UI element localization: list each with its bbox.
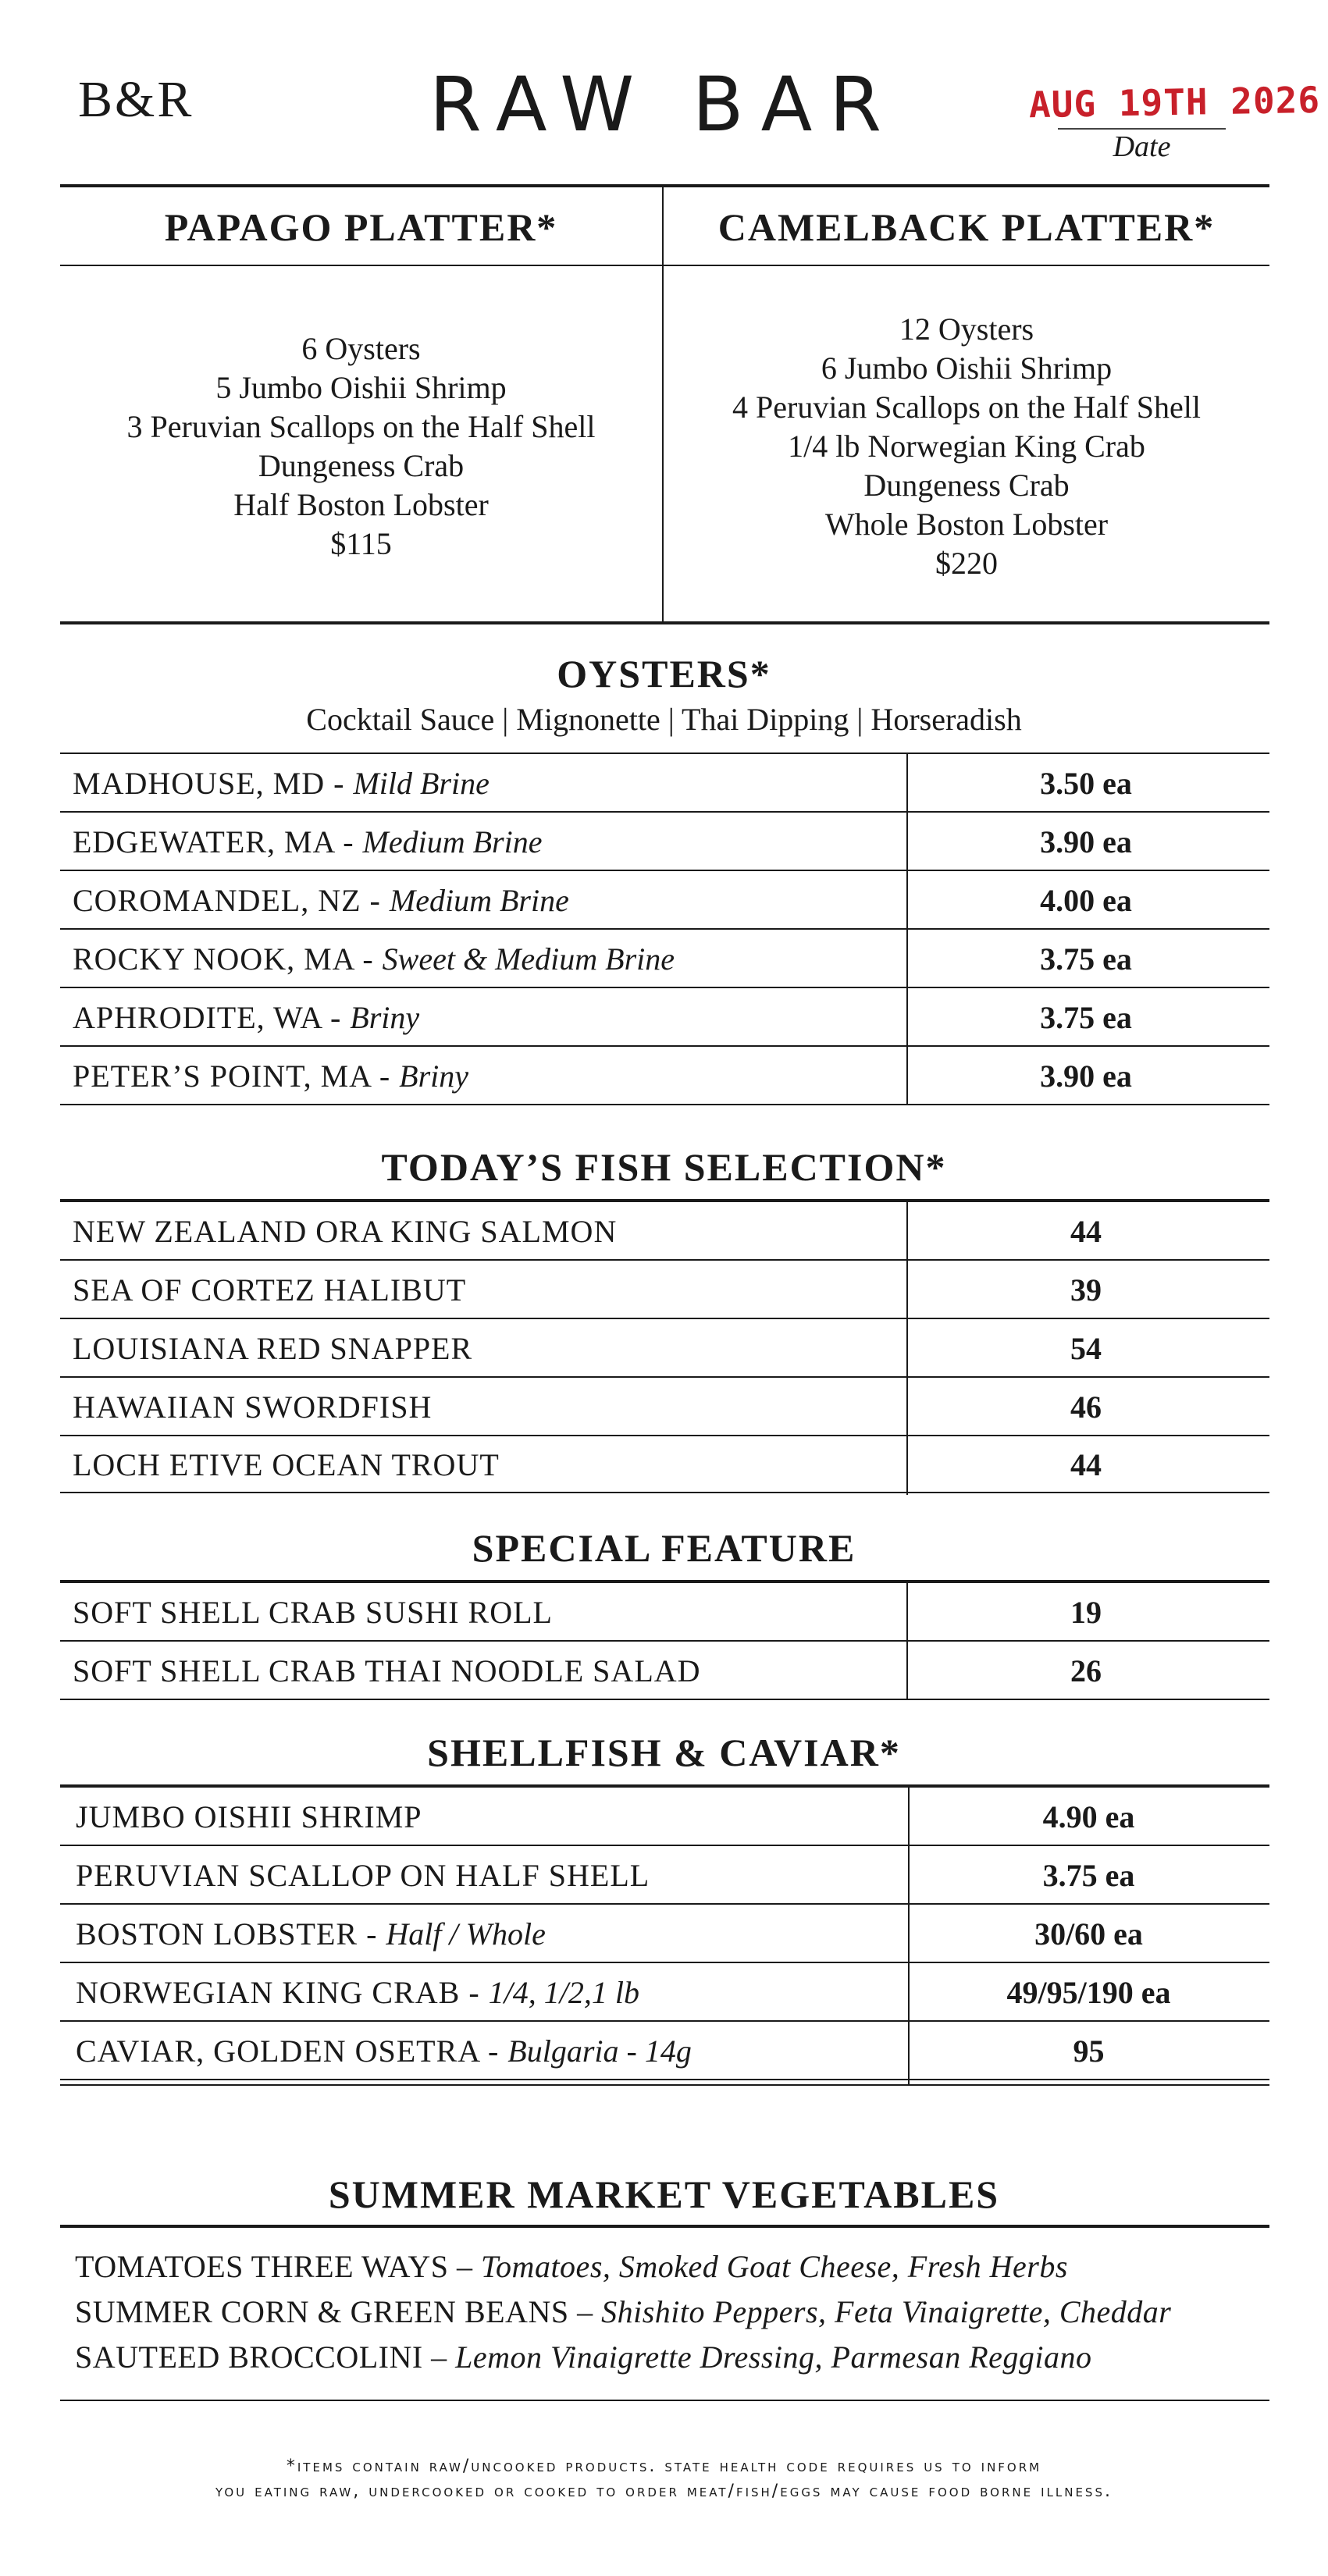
fish-selection-title: TODAY’S FISH SELECTION* [381,1145,947,1189]
health-disclaimer [0,2454,1328,2504]
table-row [60,1642,1269,1700]
platter-item: Dungeness Crab [863,468,1070,503]
item-name: BOSTON LOBSTER - Half / Whole [76,1916,546,1952]
item-name: HAWAIIAN SWORDFISH [73,1389,433,1425]
platter-item: Dungeness Crab [258,448,465,483]
platter-item: 1/4 lb Norwegian King Crab [788,429,1145,464]
platter-price: $220 [935,546,998,581]
item-price: 3.75 ea [1040,941,1132,977]
item-price: 95 [1073,2033,1105,2069]
vegetables-top-rule [60,2225,1269,2228]
item-price: 44 [1070,1214,1102,1249]
item-price: 4.90 ea [1042,1799,1135,1834]
vegetable-item: TOMATOES THREE WAYS – Tomatoes, Smoked Goat Cheese, Fresh Herbs [75,2249,1068,2284]
table-row [60,1047,1269,1105]
table-row [60,930,1269,988]
item-name: LOUISIANA RED SNAPPER [73,1331,473,1366]
shellfish-table [60,1784,1269,2086]
platter-price: $115 [330,526,392,561]
item-price: 26 [1070,1653,1102,1688]
item-name: NEW ZEALAND ORA KING SALMON [73,1214,618,1249]
camelback-platter-items [664,310,1269,583]
item-price: 3.75 ea [1042,1858,1135,1893]
item-price: 3.90 ea [1040,1059,1132,1094]
vegetable-item: SUMMER CORN & GREEN BEANS – Shishito Peppers, Feta Vinaigrette, Cheddar [75,2294,1172,2329]
item-name: PETER’S POINT, MA - Briny [73,1059,469,1094]
table-row [60,1202,1269,1261]
item-price: 3.90 ea [1040,824,1132,859]
date-stamp: AUG 19TH 2026 [1028,78,1321,126]
item-price: 3.50 ea [1040,766,1132,801]
table-row [60,1963,1269,2022]
platter-item: 5 Jumbo Oishii Shrimp [215,370,507,405]
vegetables-bottom-rule [60,2400,1269,2401]
oysters-table [60,753,1269,1105]
item-name: LOCH ETIVE OCEAN TROUT [73,1447,500,1482]
papago-platter-items [60,329,662,564]
oysters-sauces: Cocktail Sauce | Mignonette | Thai Dipping | Horseradish [306,702,1022,737]
item-price: 46 [1070,1389,1102,1425]
platter-item: 12 Oysters [899,311,1034,347]
platter-item: 4 Peruvian Scallops on the Half Shell [732,390,1201,425]
item-price: 44 [1070,1447,1102,1482]
special-table [60,1580,1269,1700]
item-price: 30/60 ea [1034,1916,1143,1952]
oysters-title: OYSTERS* [557,652,771,696]
table-bottom-rule [60,2084,1269,2086]
date-label: Date [1113,130,1171,163]
item-price: 3.75 ea [1040,1000,1132,1035]
table-row [60,988,1269,1047]
item-name: PERUVIAN SCALLOP ON HALF SHELL [76,1858,650,1893]
restaurant-logo: B&R [78,71,194,128]
platters-bottom-rule [60,621,1269,624]
table-row [60,1583,1269,1642]
table-row [60,1378,1269,1436]
page-title: RAW BAR [429,61,899,148]
item-price: 4.00 ea [1040,883,1132,918]
item-name: NORWEGIAN KING CRAB - 1/4, 1/2,1 lb [76,1975,639,2010]
table-row [60,1261,1269,1319]
item-name: JUMBO OISHII SHRIMP [76,1799,422,1834]
platters-header-rule [60,265,1269,266]
table-row [60,1905,1269,1963]
platter-item: 6 Oysters [301,331,421,366]
item-name: MADHOUSE, MD - Mild Brine [73,766,490,801]
vegetables-title: SUMMER MARKET VEGETABLES [328,2172,1000,2216]
platter-item: 6 Jumbo Oishii Shrimp [821,350,1113,386]
item-name: SEA OF CORTEZ HALIBUT [73,1272,467,1308]
item-price: 19 [1070,1595,1102,1630]
vegetable-item: SAUTEED BROCCOLINI – Lemon Vinaigrette Dressing, Parmesan Reggiano [75,2339,1092,2375]
platter-item: Whole Boston Lobster [824,507,1109,542]
item-name: SOFT SHELL CRAB SUSHI ROLL [73,1595,553,1630]
disclaimer-line: *items contain raw/uncooked products. state health code requires us to inform [286,2457,1042,2476]
table-row [60,1436,1269,1493]
special-feature-title: SPECIAL FEATURE [472,1526,856,1570]
fish-table [60,1199,1269,1495]
item-price: 39 [1070,1272,1102,1308]
table-row [60,871,1269,930]
table-row [60,813,1269,871]
table-row [60,2022,1269,2080]
item-price: 54 [1070,1331,1102,1366]
platter-item: Half Boston Lobster [233,487,489,522]
platter-item: 3 Peruvian Scallops on the Half Shell [126,409,596,444]
disclaimer-line: you eating raw, undercooked or cooked to order meat/fish/eggs may cause food borne illness. [215,2482,1113,2501]
item-name: EDGEWATER, MA - Medium Brine [73,824,543,859]
shellfish-caviar-title: SHELLFISH & CAVIAR* [427,1731,901,1774]
item-name: CAVIAR, GOLDEN OSETRA - Bulgaria - 14g [76,2033,692,2069]
item-name: COROMANDEL, NZ - Medium Brine [73,883,569,918]
papago-platter-title: PAPAGO PLATTER* [164,205,558,249]
item-name: ROCKY NOOK, MA - Sweet & Medium Brine [73,941,675,977]
item-name: SOFT SHELL CRAB THAI NOODLE SALAD [73,1653,701,1688]
camelback-platter-title: CAMELBACK PLATTER* [717,205,1216,249]
table-row [60,1846,1269,1905]
item-price: 49/95/190 ea [1006,1975,1171,2010]
table-row [60,754,1269,813]
table-row [60,1788,1269,1846]
platters-top-rule [60,184,1269,187]
item-name: APHRODITE, WA - Briny [73,1000,420,1035]
table-row [60,1319,1269,1378]
